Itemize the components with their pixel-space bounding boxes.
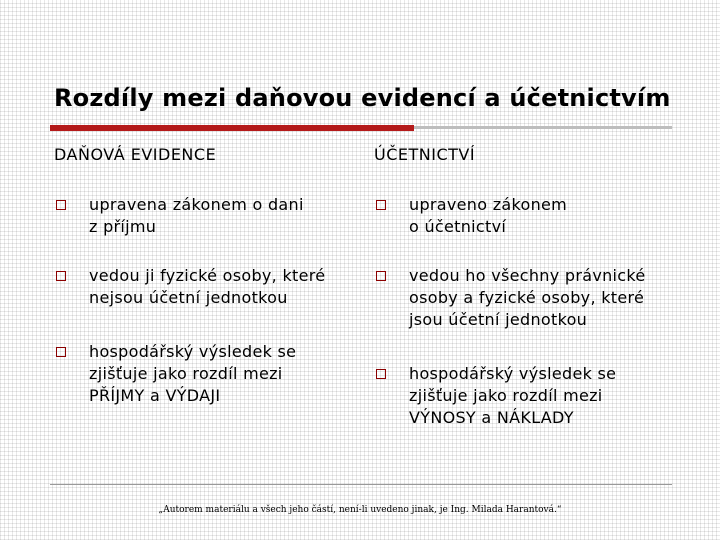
footnote: „Autorem materiálu a všech jeho částí, není-li uvedeno jinak, je Ing. Milada Harantová.“ bbox=[158, 505, 562, 515]
right-item-2-line-1: vedou ho všechny právnické bbox=[409, 266, 646, 285]
left-column-header: DAŇOVÁ EVIDENCE bbox=[54, 145, 217, 164]
bullet-square-icon bbox=[56, 200, 66, 210]
right-column-header: ÚČETNICTVÍ bbox=[374, 145, 476, 164]
right-item-3-line-2: zjišťuje jako rozdíl mezi bbox=[409, 386, 603, 405]
right-item-3 bbox=[409, 363, 616, 429]
left-item-1 bbox=[89, 194, 304, 238]
left-item-3-line-3: PŘÍJMY a VÝDAJI bbox=[89, 386, 221, 405]
left-item-2 bbox=[89, 265, 325, 309]
right-item-3-line-3: VÝNOSY a NÁKLADY bbox=[409, 408, 574, 427]
left-item-1-line-1: upravena zákonem o dani bbox=[89, 195, 304, 214]
right-item-1-line-1: upraveno zákonem bbox=[409, 195, 568, 214]
right-item-1-line-2: o účetnictví bbox=[409, 217, 507, 236]
left-item-1-line-2: z příjmu bbox=[89, 217, 157, 236]
bullet-square-icon bbox=[376, 271, 386, 281]
bullet-square-icon bbox=[376, 369, 386, 379]
footer-divider bbox=[50, 484, 672, 485]
right-item-1 bbox=[409, 194, 567, 238]
left-item-2-line-2: nejsou účetní jednotkou bbox=[89, 288, 288, 307]
bullet-square-icon bbox=[376, 200, 386, 210]
bullet-square-icon bbox=[56, 271, 66, 281]
right-item-2 bbox=[409, 265, 646, 331]
right-item-3-line-1: hospodářský výsledek se bbox=[409, 364, 617, 383]
slide-title: Rozdíly mezi daňovou evidencí a účetnictvím bbox=[54, 84, 671, 112]
left-item-2-line-1: vedou ji fyzické osoby, které bbox=[89, 266, 326, 285]
left-item-3-line-1: hospodářský výsledek se bbox=[89, 342, 297, 361]
left-item-3-line-2: zjišťuje jako rozdíl mezi bbox=[89, 364, 283, 383]
right-item-2-line-3: jsou účetní jednotkou bbox=[409, 310, 588, 329]
bullet-square-icon bbox=[56, 347, 66, 357]
title-underline-accent bbox=[50, 125, 414, 131]
left-item-3 bbox=[89, 341, 296, 407]
right-item-2-line-2: osoby a fyzické osoby, které bbox=[409, 288, 645, 307]
